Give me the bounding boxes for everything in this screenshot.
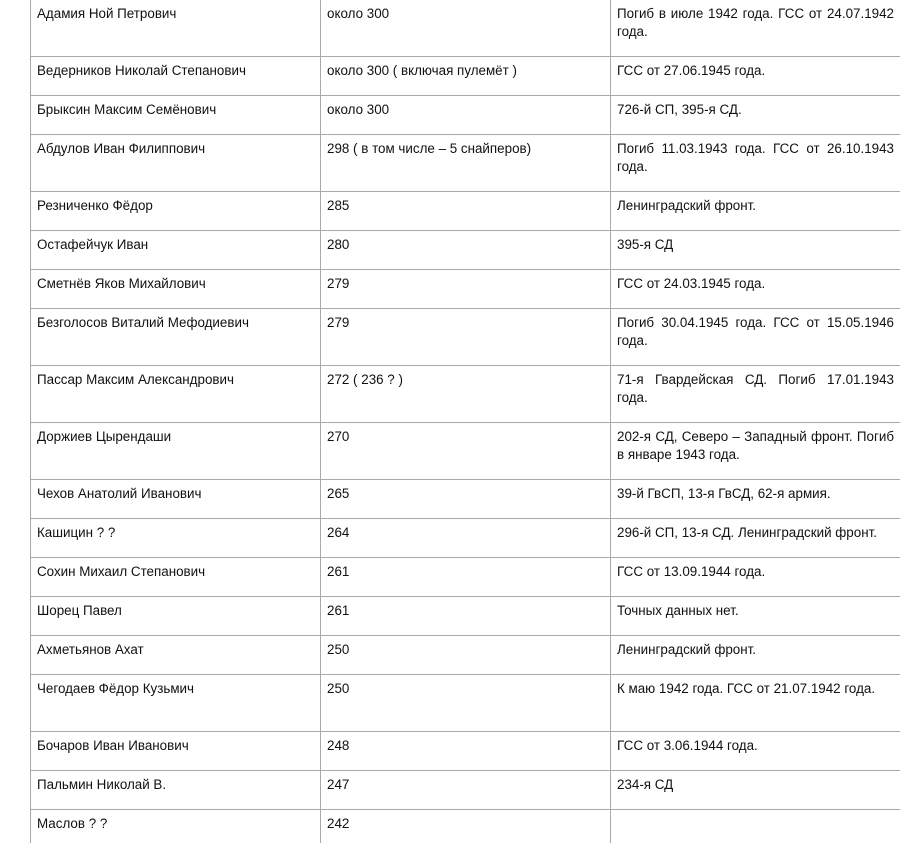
table-row (31, 96, 900, 135)
name-cell: Пальмин Николай В. (31, 771, 321, 810)
kills-cell: около 300 (321, 96, 611, 135)
note-cell: 39-й ГвСП, 13-я ГвСД, 62-я армия. (611, 480, 900, 519)
table-row (31, 558, 900, 597)
table-row (31, 0, 900, 57)
note-cell: Погиб в июле 1942 года. ГСС от 24.07.1942 года. (611, 0, 900, 57)
note-cell: Ленинградский фронт. (611, 636, 900, 675)
table-row (31, 480, 900, 519)
note-cell: Точных данных нет. (611, 597, 900, 636)
table-row (31, 231, 900, 270)
table-row (31, 192, 900, 231)
kills-cell: 265 (321, 480, 611, 519)
note-cell: ГСС от 13.09.1944 года. (611, 558, 900, 597)
name-cell: Сохин Михаил Степанович (31, 558, 321, 597)
kills-cell: 250 (321, 636, 611, 675)
name-cell: Сметнёв Яков Михайлович (31, 270, 321, 309)
table-row (31, 636, 900, 675)
table-row (31, 309, 900, 366)
table-row (31, 732, 900, 771)
name-cell: Ведерников Николай Степанович (31, 57, 321, 96)
name-cell: Остафейчук Иван (31, 231, 321, 270)
table-row (31, 57, 900, 96)
note-cell: 296-й СП, 13-я СД. Ленинградский фронт. (611, 519, 900, 558)
name-cell: Пассар Максим Александрович (31, 366, 321, 423)
name-cell: Ахметьянов Ахат (31, 636, 321, 675)
kills-cell: 261 (321, 597, 611, 636)
note-cell: Погиб 11.03.1943 года. ГСС от 26.10.1943 года. (611, 135, 900, 192)
note-cell: ГСС от 3.06.1944 года. (611, 732, 900, 771)
name-cell: Брыксин Максим Семёнович (31, 96, 321, 135)
kills-cell: 272 ( 236 ? ) (321, 366, 611, 423)
name-cell: Безголосов Виталий Мефодиевич (31, 309, 321, 366)
table-row (31, 423, 900, 480)
note-cell: 202-я СД, Северо – Западный фронт. Погиб в январе 1943 года. (611, 423, 900, 480)
table-row (31, 771, 900, 810)
name-cell: Кашицин ? ? (31, 519, 321, 558)
note-cell: 234-я СД (611, 771, 900, 810)
kills-cell: 285 (321, 192, 611, 231)
kills-cell: около 300 ( включая пулемёт ) (321, 57, 611, 96)
note-cell: ГСС от 27.06.1945 года. (611, 57, 900, 96)
name-cell: Шорец Павел (31, 597, 321, 636)
note-cell: 726-й СП, 395-я СД. (611, 96, 900, 135)
name-cell: Чехов Анатолий Иванович (31, 480, 321, 519)
note-cell: К маю 1942 года. ГСС от 21.07.1942 года. (611, 675, 900, 732)
note-cell: 395-я СД (611, 231, 900, 270)
table-row (31, 366, 900, 423)
name-cell: Доржиев Цырендаши (31, 423, 321, 480)
note-cell: ГСС от 24.03.1945 года. (611, 270, 900, 309)
kills-cell: 270 (321, 423, 611, 480)
name-cell: Резниченко Фёдор (31, 192, 321, 231)
name-cell: Абдулов Иван Филиппович (31, 135, 321, 192)
kills-cell: около 300 (321, 0, 611, 57)
note-cell: 71-я Гвардейская СД. Погиб 17.01.1943 года. (611, 366, 900, 423)
kills-cell: 279 (321, 270, 611, 309)
table-row (31, 270, 900, 309)
name-cell: Маслов ? ? (31, 810, 321, 843)
table-row (31, 675, 900, 732)
kills-cell: 242 (321, 810, 611, 843)
table-row (31, 519, 900, 558)
kills-cell: 248 (321, 732, 611, 771)
table-row (31, 135, 900, 192)
name-cell: Адамия Ной Петрович (31, 0, 321, 57)
kills-cell: 264 (321, 519, 611, 558)
note-cell: Погиб 30.04.1945 года. ГСС от 15.05.1946 года. (611, 309, 900, 366)
note-cell: Ленинградский фронт. (611, 192, 900, 231)
snipers-table (30, 0, 900, 843)
table-row (31, 810, 900, 843)
note-cell (611, 810, 900, 843)
kills-cell: 250 (321, 675, 611, 732)
kills-cell: 298 ( в том числе – 5 снайперов) (321, 135, 611, 192)
kills-cell: 261 (321, 558, 611, 597)
kills-cell: 279 (321, 309, 611, 366)
kills-cell: 280 (321, 231, 611, 270)
table-row (31, 597, 900, 636)
name-cell: Бочаров Иван Иванович (31, 732, 321, 771)
kills-cell: 247 (321, 771, 611, 810)
name-cell: Чегодаев Фёдор Кузьмич (31, 675, 321, 732)
